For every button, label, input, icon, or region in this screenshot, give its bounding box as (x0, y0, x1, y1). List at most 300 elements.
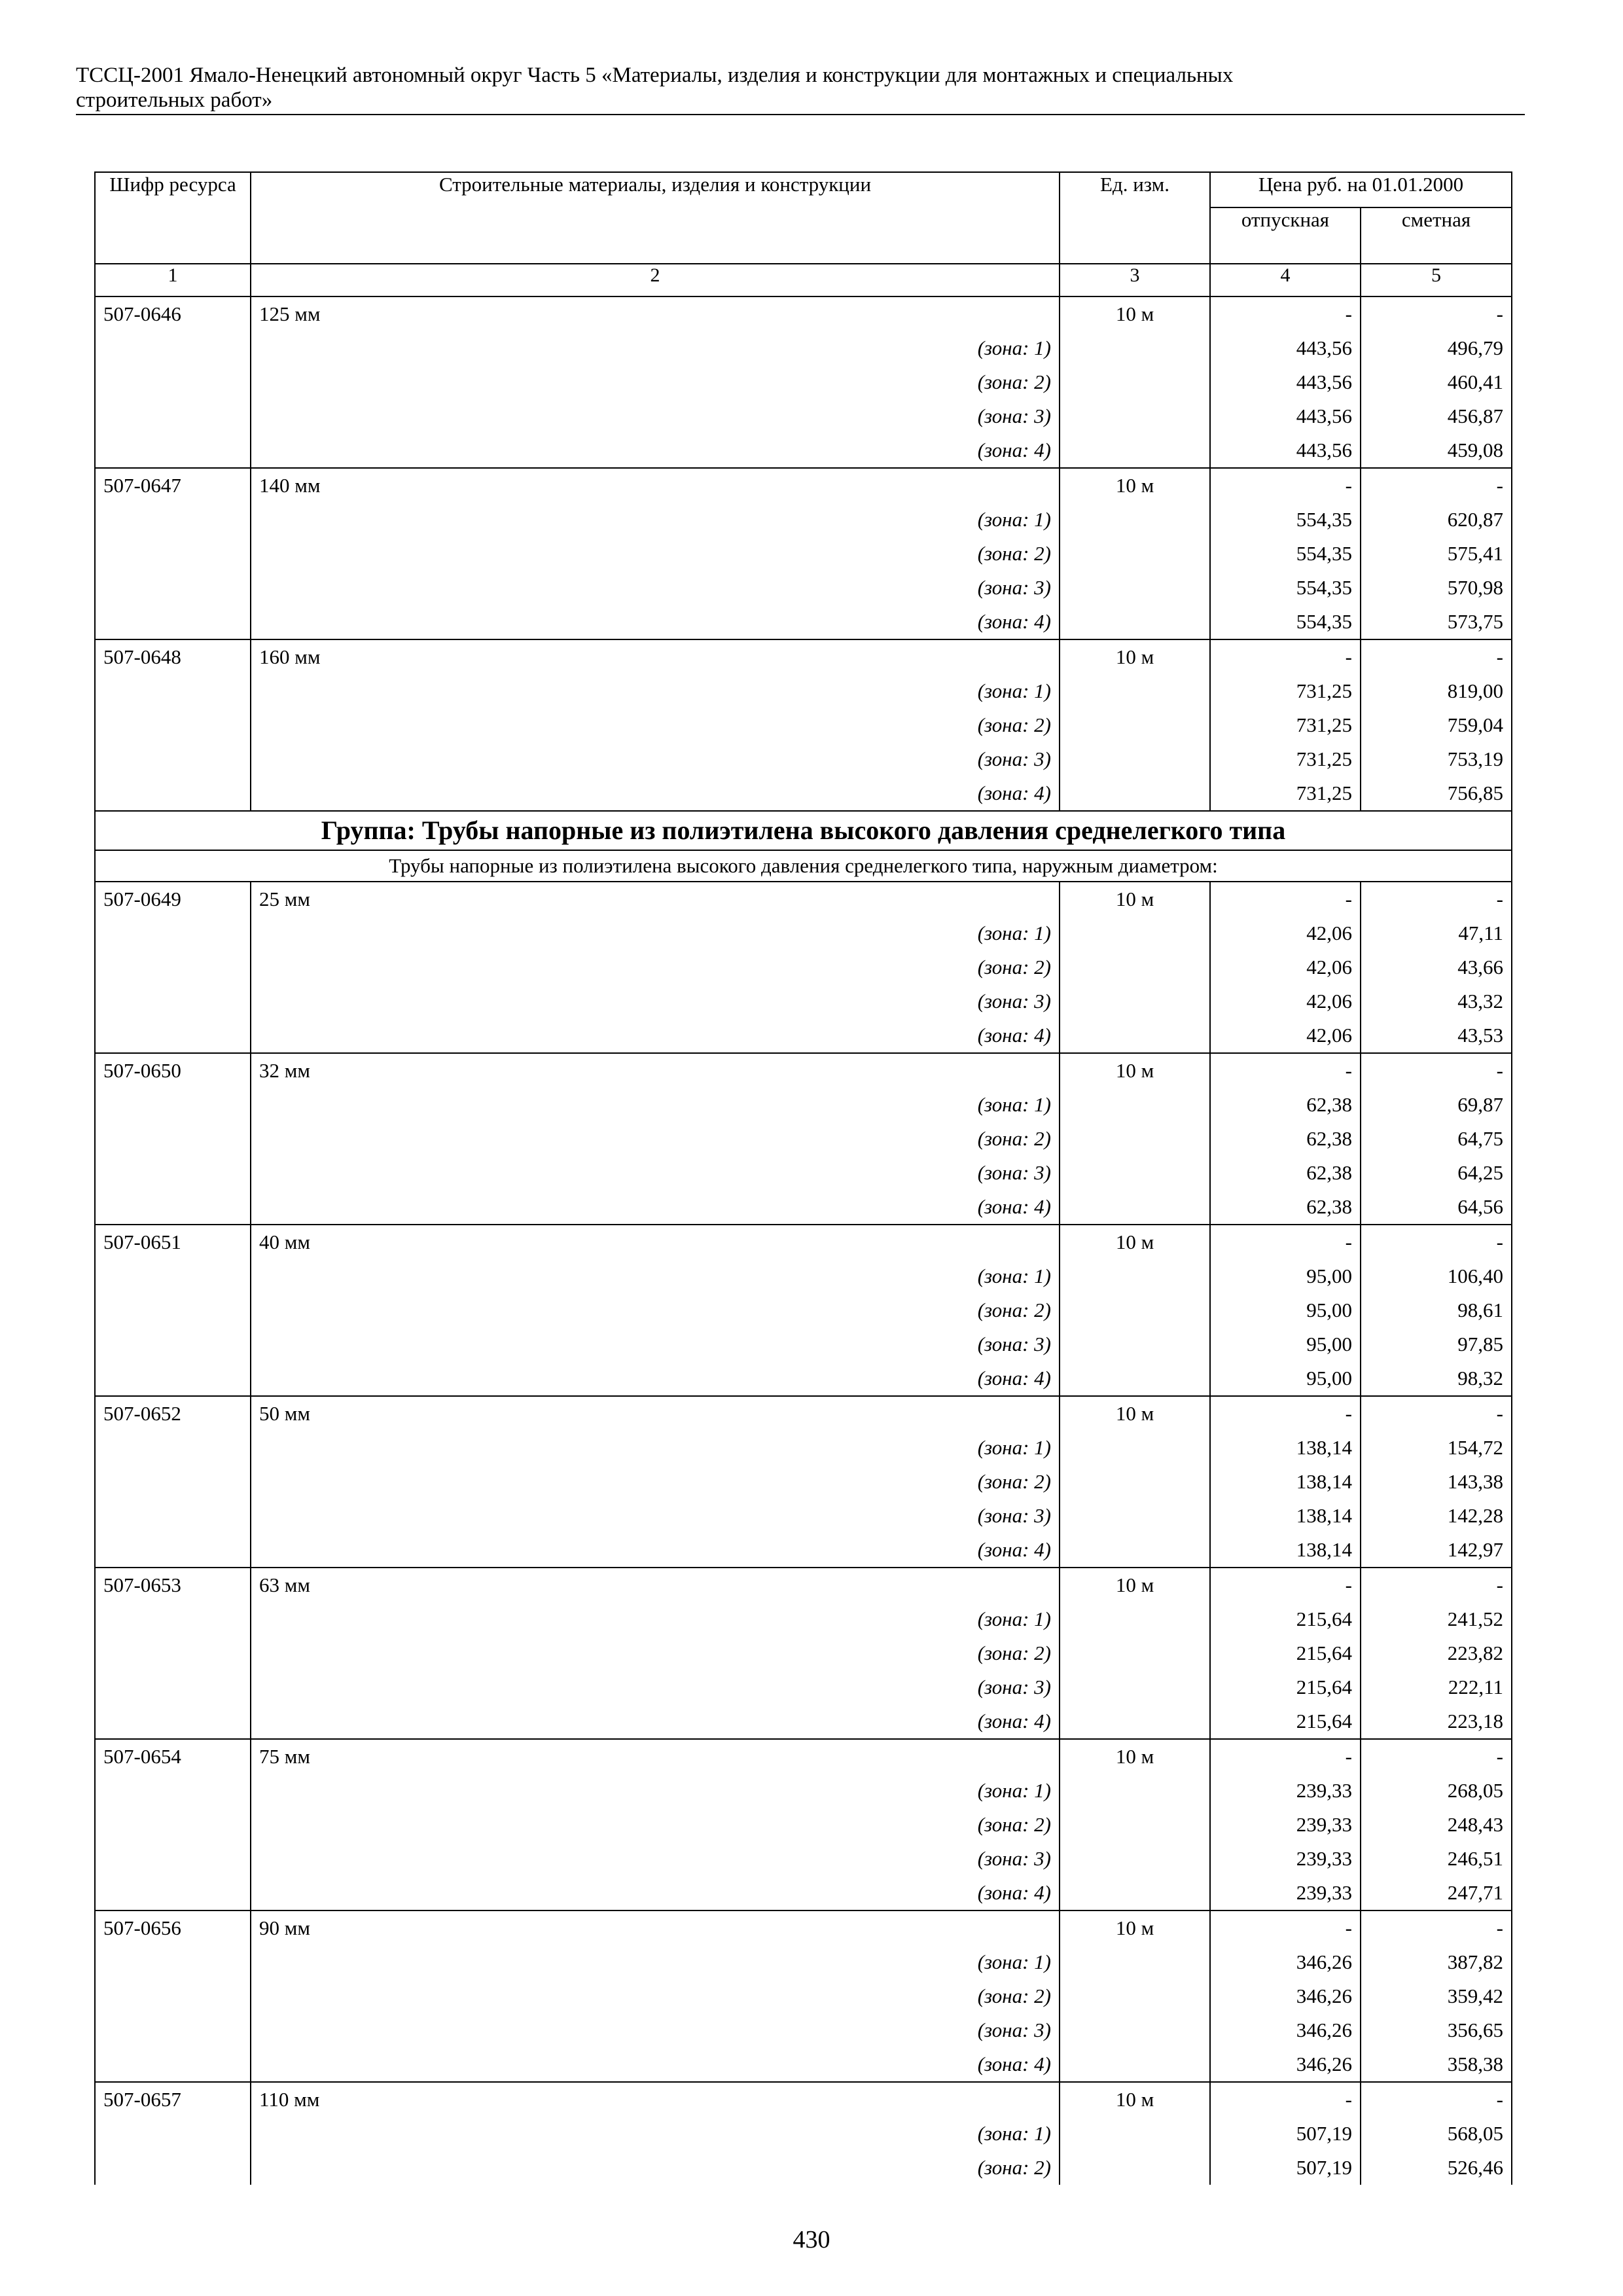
zone-label: (зона: 1) (251, 503, 1060, 537)
estimate-price: 620,87 (1361, 503, 1512, 537)
release-price: - (1210, 1568, 1361, 1602)
zone-label: (зона: 1) (251, 1088, 1060, 1122)
header-release-price: отпускная (1210, 207, 1361, 264)
empty-code-cell (95, 1842, 251, 1876)
zone-row (95, 1431, 1512, 1465)
empty-code-cell (95, 1122, 251, 1156)
zone-label: (зона: 4) (251, 433, 1060, 468)
release-price: 62,38 (1210, 1088, 1361, 1122)
release-price: - (1210, 2082, 1361, 2117)
resource-unit: 10 м (1060, 882, 1210, 916)
resource-row (95, 1910, 1512, 1945)
zone-row (95, 1259, 1512, 1293)
zone-row (95, 1774, 1512, 1808)
zone-row (95, 2047, 1512, 2082)
zone-label: (зона: 1) (251, 674, 1060, 708)
empty-code-cell (95, 1636, 251, 1670)
zone-label: (зона: 2) (251, 1636, 1060, 1670)
estimate-price: 142,97 (1361, 1533, 1512, 1568)
zone-label: (зона: 1) (251, 1431, 1060, 1465)
empty-unit-cell (1060, 1088, 1210, 1122)
estimate-price: 268,05 (1361, 1774, 1512, 1808)
estimate-price: 98,32 (1361, 1361, 1512, 1396)
empty-code-cell (95, 1808, 251, 1842)
header-name: Строительные материалы, изделия и конструкции (251, 172, 1060, 264)
empty-code-cell (95, 1156, 251, 1190)
zone-row (95, 1465, 1512, 1499)
resource-code: 507-0653 (95, 1568, 251, 1602)
resource-row (95, 1396, 1512, 1431)
estimate-price: - (1361, 468, 1512, 503)
release-price: 42,06 (1210, 984, 1361, 1018)
estimate-price: 459,08 (1361, 433, 1512, 468)
zone-row (95, 916, 1512, 950)
zone-row (95, 2151, 1512, 2185)
resource-name: 63 мм (251, 1568, 1060, 1602)
empty-code-cell (95, 2117, 251, 2151)
zone-row (95, 1088, 1512, 1122)
zone-label: (зона: 3) (251, 1156, 1060, 1190)
estimate-price: 106,40 (1361, 1259, 1512, 1293)
zone-row (95, 1704, 1512, 1739)
estimate-price: 819,00 (1361, 674, 1512, 708)
release-price: 507,19 (1210, 2117, 1361, 2151)
estimate-price: - (1361, 1053, 1512, 1088)
zone-row (95, 1361, 1512, 1396)
estimate-price: 358,38 (1361, 2047, 1512, 2082)
empty-code-cell (95, 1499, 251, 1533)
empty-code-cell (95, 537, 251, 571)
release-price: 443,56 (1210, 433, 1361, 468)
empty-unit-cell (1060, 1259, 1210, 1293)
price-table (94, 171, 1512, 2185)
zone-label: (зона: 2) (251, 1465, 1060, 1499)
resource-name: 40 мм (251, 1225, 1060, 1259)
zone-row (95, 950, 1512, 984)
zone-label: (зона: 4) (251, 1704, 1060, 1739)
estimate-price: 47,11 (1361, 916, 1512, 950)
empty-code-cell (95, 950, 251, 984)
zone-label: (зона: 3) (251, 1327, 1060, 1361)
resource-name: 140 мм (251, 468, 1060, 503)
estimate-price: 64,25 (1361, 1156, 1512, 1190)
zone-label: (зона: 2) (251, 537, 1060, 571)
zone-row (95, 1670, 1512, 1704)
zone-row (95, 399, 1512, 433)
empty-unit-cell (1060, 1431, 1210, 1465)
header-code: Шифр ресурса (95, 172, 251, 264)
estimate-price: 223,18 (1361, 1704, 1512, 1739)
zone-label: (зона: 3) (251, 399, 1060, 433)
zone-row (95, 1499, 1512, 1533)
release-price: 554,35 (1210, 537, 1361, 571)
empty-unit-cell (1060, 2117, 1210, 2151)
release-price: 554,35 (1210, 503, 1361, 537)
estimate-price: 154,72 (1361, 1431, 1512, 1465)
zone-label: (зона: 4) (251, 1190, 1060, 1225)
zone-row (95, 605, 1512, 639)
empty-code-cell (95, 433, 251, 468)
empty-unit-cell (1060, 1465, 1210, 1499)
zone-row (95, 1293, 1512, 1327)
estimate-price: 247,71 (1361, 1876, 1512, 1910)
zone-label: (зона: 1) (251, 916, 1060, 950)
empty-code-cell (95, 674, 251, 708)
release-price: 239,33 (1210, 1774, 1361, 1808)
empty-unit-cell (1060, 399, 1210, 433)
resource-code: 507-0651 (95, 1225, 251, 1259)
release-price: 138,14 (1210, 1431, 1361, 1465)
empty-unit-cell (1060, 1876, 1210, 1910)
empty-code-cell (95, 1088, 251, 1122)
zone-label: (зона: 4) (251, 605, 1060, 639)
release-price: 731,25 (1210, 776, 1361, 811)
release-price: 138,14 (1210, 1465, 1361, 1499)
empty-code-cell (95, 1431, 251, 1465)
estimate-price: 64,56 (1361, 1190, 1512, 1225)
zone-row (95, 1636, 1512, 1670)
empty-unit-cell (1060, 1361, 1210, 1396)
resource-row (95, 2082, 1512, 2117)
estimate-price: 98,61 (1361, 1293, 1512, 1327)
release-price: 443,56 (1210, 399, 1361, 433)
resource-unit: 10 м (1060, 1053, 1210, 1088)
empty-code-cell (95, 1774, 251, 1808)
zone-label: (зона: 4) (251, 1018, 1060, 1053)
empty-code-cell (95, 916, 251, 950)
resource-unit: 10 м (1060, 1225, 1210, 1259)
empty-code-cell (95, 571, 251, 605)
release-price: 239,33 (1210, 1808, 1361, 1842)
release-price: - (1210, 296, 1361, 331)
estimate-price: 142,28 (1361, 1499, 1512, 1533)
group-heading-row (95, 811, 1512, 850)
zone-row (95, 984, 1512, 1018)
resource-unit: 10 м (1060, 639, 1210, 674)
estimate-price: 526,46 (1361, 2151, 1512, 2185)
release-price: - (1210, 639, 1361, 674)
resource-code: 507-0652 (95, 1396, 251, 1431)
estimate-price: - (1361, 1910, 1512, 1945)
zone-row (95, 1979, 1512, 2013)
zone-label: (зона: 1) (251, 1774, 1060, 1808)
resource-name: 90 мм (251, 1910, 1060, 1945)
zone-label: (зона: 2) (251, 1122, 1060, 1156)
release-price: 731,25 (1210, 742, 1361, 776)
empty-unit-cell (1060, 2047, 1210, 2082)
release-price: 239,33 (1210, 1842, 1361, 1876)
release-price: - (1210, 468, 1361, 503)
header-price: Цена руб. на 01.01.2000 (1210, 172, 1512, 207)
estimate-price: 356,65 (1361, 2013, 1512, 2047)
zone-row (95, 433, 1512, 468)
estimate-price: 43,32 (1361, 984, 1512, 1018)
zone-row (95, 1602, 1512, 1636)
zone-label: (зона: 3) (251, 571, 1060, 605)
estimate-price: 64,75 (1361, 1122, 1512, 1156)
release-price: 731,25 (1210, 708, 1361, 742)
zone-row (95, 503, 1512, 537)
release-price: 443,56 (1210, 331, 1361, 365)
estimate-price: 759,04 (1361, 708, 1512, 742)
zone-label: (зона: 3) (251, 2013, 1060, 2047)
zone-row (95, 537, 1512, 571)
resource-code: 507-0649 (95, 882, 251, 916)
resource-row (95, 1225, 1512, 1259)
resource-code: 507-0657 (95, 2082, 251, 2117)
empty-unit-cell (1060, 331, 1210, 365)
empty-unit-cell (1060, 2013, 1210, 2047)
zone-row (95, 1122, 1512, 1156)
release-price: 62,38 (1210, 1156, 1361, 1190)
zone-label: (зона: 1) (251, 1602, 1060, 1636)
empty-code-cell (95, 984, 251, 1018)
empty-code-cell (95, 503, 251, 537)
zone-label: (зона: 4) (251, 1361, 1060, 1396)
zone-row (95, 1327, 1512, 1361)
zone-label: (зона: 3) (251, 1670, 1060, 1704)
price-table-header (95, 172, 1512, 296)
column-number: 4 (1210, 264, 1361, 296)
empty-unit-cell (1060, 1499, 1210, 1533)
estimate-price: 387,82 (1361, 1945, 1512, 1979)
estimate-price: - (1361, 1396, 1512, 1431)
release-price: 138,14 (1210, 1499, 1361, 1533)
release-price: 346,26 (1210, 2013, 1361, 2047)
estimate-price: - (1361, 296, 1512, 331)
release-price: - (1210, 1910, 1361, 1945)
document-header (76, 63, 1525, 115)
empty-code-cell (95, 2013, 251, 2047)
release-price: 42,06 (1210, 950, 1361, 984)
zone-row (95, 1533, 1512, 1568)
release-price: 554,35 (1210, 571, 1361, 605)
empty-unit-cell (1060, 503, 1210, 537)
empty-unit-cell (1060, 1808, 1210, 1842)
header-title-line-2: строительных работ» (76, 88, 273, 112)
empty-unit-cell (1060, 1293, 1210, 1327)
release-price: 443,56 (1210, 365, 1361, 399)
resource-name: 110 мм (251, 2082, 1060, 2117)
zone-label: (зона: 2) (251, 1979, 1060, 2013)
column-number: 3 (1060, 264, 1210, 296)
estimate-price: - (1361, 2082, 1512, 2117)
zone-row (95, 742, 1512, 776)
estimate-price: 756,85 (1361, 776, 1512, 811)
page-number: 430 (793, 2226, 830, 2253)
empty-unit-cell (1060, 674, 1210, 708)
zone-label: (зона: 1) (251, 2117, 1060, 2151)
estimate-price: - (1361, 1225, 1512, 1259)
empty-unit-cell (1060, 365, 1210, 399)
subgroup-heading-row (95, 850, 1512, 882)
estimate-price: 97,85 (1361, 1327, 1512, 1361)
estimate-price: 573,75 (1361, 605, 1512, 639)
resource-name: 160 мм (251, 639, 1060, 674)
empty-code-cell (95, 1018, 251, 1053)
zone-row (95, 1945, 1512, 1979)
release-price: 62,38 (1210, 1190, 1361, 1225)
zone-label: (зона: 2) (251, 1293, 1060, 1327)
estimate-price: 359,42 (1361, 1979, 1512, 2013)
empty-unit-cell (1060, 1670, 1210, 1704)
zone-row (95, 2117, 1512, 2151)
resource-unit: 10 м (1060, 1568, 1210, 1602)
zone-label: (зона: 4) (251, 2047, 1060, 2082)
release-price: 95,00 (1210, 1293, 1361, 1327)
zone-row (95, 674, 1512, 708)
estimate-price: 496,79 (1361, 331, 1512, 365)
empty-unit-cell (1060, 605, 1210, 639)
resource-name: 50 мм (251, 1396, 1060, 1431)
release-price: - (1210, 1396, 1361, 1431)
release-price: - (1210, 1225, 1361, 1259)
zone-row (95, 1018, 1512, 1053)
zone-row (95, 1156, 1512, 1190)
resource-row (95, 1739, 1512, 1774)
resource-row (95, 1053, 1512, 1088)
zone-row (95, 1842, 1512, 1876)
zone-label: (зона: 4) (251, 776, 1060, 811)
release-price: 62,38 (1210, 1122, 1361, 1156)
resource-row (95, 882, 1512, 916)
estimate-price: - (1361, 1568, 1512, 1602)
empty-code-cell (95, 1533, 251, 1568)
empty-unit-cell (1060, 916, 1210, 950)
resource-code: 507-0646 (95, 296, 251, 331)
empty-unit-cell (1060, 1945, 1210, 1979)
empty-code-cell (95, 1190, 251, 1225)
zone-row (95, 571, 1512, 605)
resource-unit: 10 м (1060, 296, 1210, 331)
release-price: 42,06 (1210, 1018, 1361, 1053)
estimate-price: - (1361, 1739, 1512, 1774)
release-price: 507,19 (1210, 2151, 1361, 2185)
empty-code-cell (95, 365, 251, 399)
empty-code-cell (95, 1670, 251, 1704)
zone-label: (зона: 3) (251, 1842, 1060, 1876)
zone-row (95, 331, 1512, 365)
release-price: 346,26 (1210, 1945, 1361, 1979)
resource-unit: 10 м (1060, 1739, 1210, 1774)
resource-name: 75 мм (251, 1739, 1060, 1774)
release-price: 42,06 (1210, 916, 1361, 950)
empty-unit-cell (1060, 1018, 1210, 1053)
release-price: 215,64 (1210, 1602, 1361, 1636)
column-number: 2 (251, 264, 1060, 296)
empty-code-cell (95, 2047, 251, 2082)
empty-unit-cell (1060, 1636, 1210, 1670)
header-title-line-1: ТССЦ-2001 Ямало-Ненецкий автономный округ Часть 5 «Материалы, изделия и конструкции для монтажных и специальных (76, 63, 1234, 87)
empty-code-cell (95, 1876, 251, 1910)
resource-unit: 10 м (1060, 1396, 1210, 1431)
resource-unit: 10 м (1060, 468, 1210, 503)
empty-code-cell (95, 1465, 251, 1499)
zone-row (95, 1808, 1512, 1842)
zone-label: (зона: 2) (251, 708, 1060, 742)
release-price: 731,25 (1210, 674, 1361, 708)
estimate-price: 575,41 (1361, 537, 1512, 571)
empty-code-cell (95, 2151, 251, 2185)
estimate-price: 241,52 (1361, 1602, 1512, 1636)
resource-row (95, 296, 1512, 331)
resource-code: 507-0656 (95, 1910, 251, 1945)
release-price: 346,26 (1210, 2047, 1361, 2082)
empty-code-cell (95, 605, 251, 639)
zone-label: (зона: 3) (251, 1499, 1060, 1533)
estimate-price: 753,19 (1361, 742, 1512, 776)
resource-row (95, 639, 1512, 674)
empty-unit-cell (1060, 708, 1210, 742)
release-price: 95,00 (1210, 1327, 1361, 1361)
empty-unit-cell (1060, 1842, 1210, 1876)
empty-code-cell (95, 742, 251, 776)
release-price: 346,26 (1210, 1979, 1361, 2013)
zone-row (95, 2013, 1512, 2047)
empty-unit-cell (1060, 1979, 1210, 2013)
release-price: - (1210, 1739, 1361, 1774)
empty-code-cell (95, 399, 251, 433)
release-price: 215,64 (1210, 1704, 1361, 1739)
column-number: 5 (1361, 264, 1512, 296)
release-price: 95,00 (1210, 1259, 1361, 1293)
resource-code: 507-0647 (95, 468, 251, 503)
estimate-price: 460,41 (1361, 365, 1512, 399)
empty-unit-cell (1060, 1704, 1210, 1739)
estimate-price: 69,87 (1361, 1088, 1512, 1122)
resource-row (95, 468, 1512, 503)
estimate-price: 568,05 (1361, 2117, 1512, 2151)
resource-code: 507-0648 (95, 639, 251, 674)
zone-row (95, 708, 1512, 742)
empty-unit-cell (1060, 1327, 1210, 1361)
resource-code: 507-0654 (95, 1739, 251, 1774)
empty-unit-cell (1060, 1774, 1210, 1808)
zone-label: (зона: 2) (251, 365, 1060, 399)
empty-code-cell (95, 1327, 251, 1361)
empty-unit-cell (1060, 1156, 1210, 1190)
empty-unit-cell (1060, 950, 1210, 984)
zone-label: (зона: 2) (251, 950, 1060, 984)
release-price: 554,35 (1210, 605, 1361, 639)
zone-label: (зона: 4) (251, 1533, 1060, 1568)
zone-row (95, 776, 1512, 811)
zone-label: (зона: 3) (251, 984, 1060, 1018)
zone-label: (зона: 3) (251, 742, 1060, 776)
zone-label: (зона: 2) (251, 2151, 1060, 2185)
column-number: 1 (95, 264, 251, 296)
estimate-price: 248,43 (1361, 1808, 1512, 1842)
release-price: - (1210, 1053, 1361, 1088)
empty-unit-cell (1060, 1190, 1210, 1225)
zone-row (95, 1876, 1512, 1910)
resource-unit: 10 м (1060, 2082, 1210, 2117)
estimate-price: 43,53 (1361, 1018, 1512, 1053)
empty-unit-cell (1060, 2151, 1210, 2185)
header-estimate-price: сметная (1361, 207, 1512, 264)
resource-unit: 10 м (1060, 1910, 1210, 1945)
resource-row (95, 1568, 1512, 1602)
release-price: 239,33 (1210, 1876, 1361, 1910)
empty-unit-cell (1060, 1122, 1210, 1156)
resource-name: 32 мм (251, 1053, 1060, 1088)
empty-unit-cell (1060, 1602, 1210, 1636)
empty-code-cell (95, 1979, 251, 2013)
estimate-price: 223,82 (1361, 1636, 1512, 1670)
estimate-price: - (1361, 882, 1512, 916)
zone-row (95, 1190, 1512, 1225)
zone-label: (зона: 1) (251, 1945, 1060, 1979)
